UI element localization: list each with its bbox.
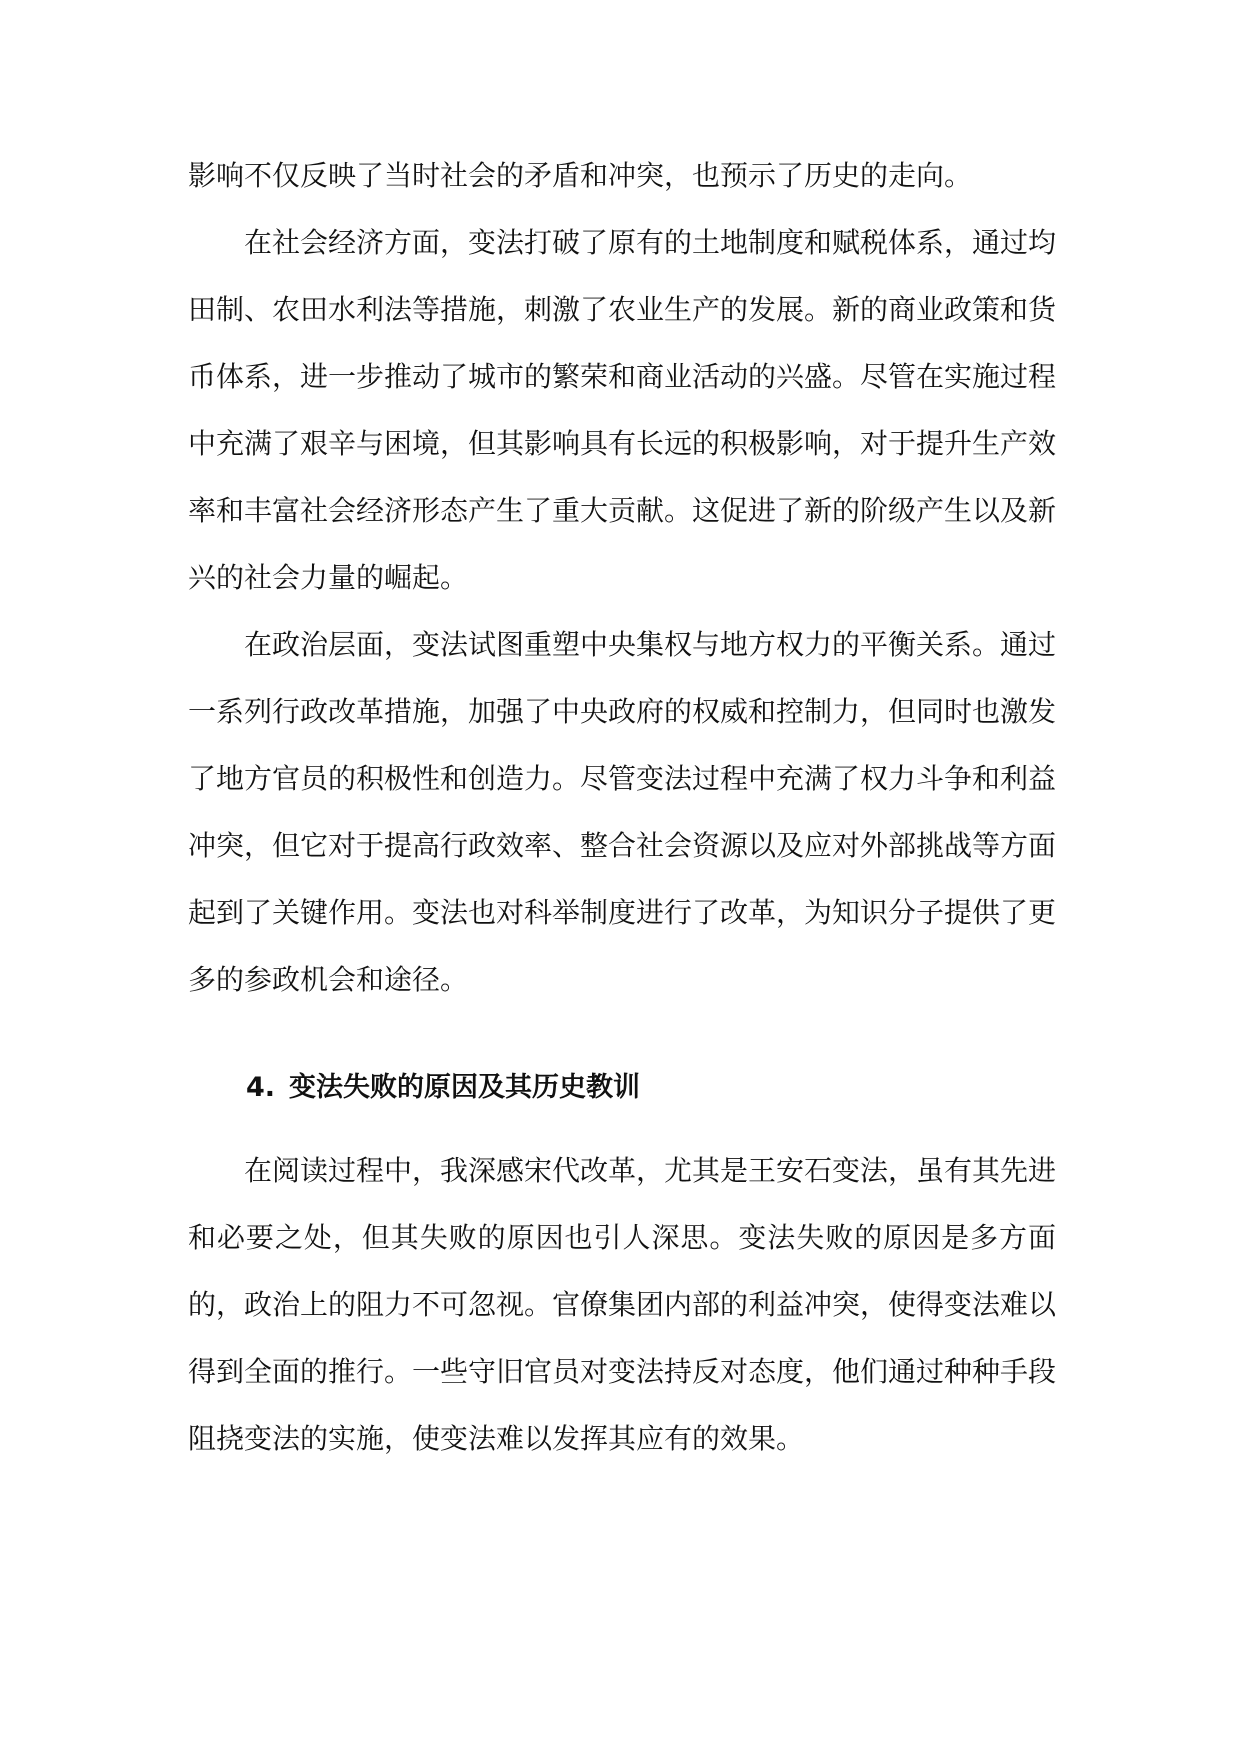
paragraph-3: 在政治层面，变法试图重塑中央集权与地方权力的平衡关系。通过一系列行政改革措施，加强了中央政府的权威和控制力，但同时也激发了地方官员的积极性和创造力。尽管变法过程中充满了权力斗争和利益冲突，但它对于提高行政效率、整合社会资源以及应对外部挑战等方面起到了关键作用。变法也对科举制度进行了改革，为知识分子提供了更多的参政机会和途径。: [188, 628, 1057, 996]
section-title: 变法失败的原因及其历史教训: [289, 1072, 641, 1103]
document-body: [188, 142, 1056, 1472]
paragraph-1: 影响不仅反映了当时社会的矛盾和冲突，也预示了历史的走向。: [188, 159, 973, 192]
paragraph-2: 在社会经济方面，变法打破了原有的土地制度和赋税体系，通过均田制、农田水利法等措施，刺激了农业生产的发展。新的商业政策和货币体系，进一步推动了城市的繁荣和商业活动的兴盛。尽管在实施过程中充满了艰辛与困境，但其影响具有长远的积极影响，对于提升生产效率和丰富社会经济形态产生了重大贡献。这促进了新的阶级产生以及新兴的社会力量的崛起。: [188, 226, 1057, 594]
paragraph-4: 在阅读过程中，我深感宋代改革，尤其是王安石变法，虽有其先进和必要之处，但其失败的原因也引人深思。变法失败的原因是多方面的，政治上的阻力不可忽视。官僚集团内部的利益冲突，使得变法难以得到全面的推行。一些守旧官员对变法持反对态度，他们通过种种手段阻挠变法的实施，使变法难以发挥其应有的效果。: [188, 1154, 1057, 1455]
section-number: 4.: [246, 1072, 276, 1103]
section-heading: [188, 1039, 1056, 1137]
